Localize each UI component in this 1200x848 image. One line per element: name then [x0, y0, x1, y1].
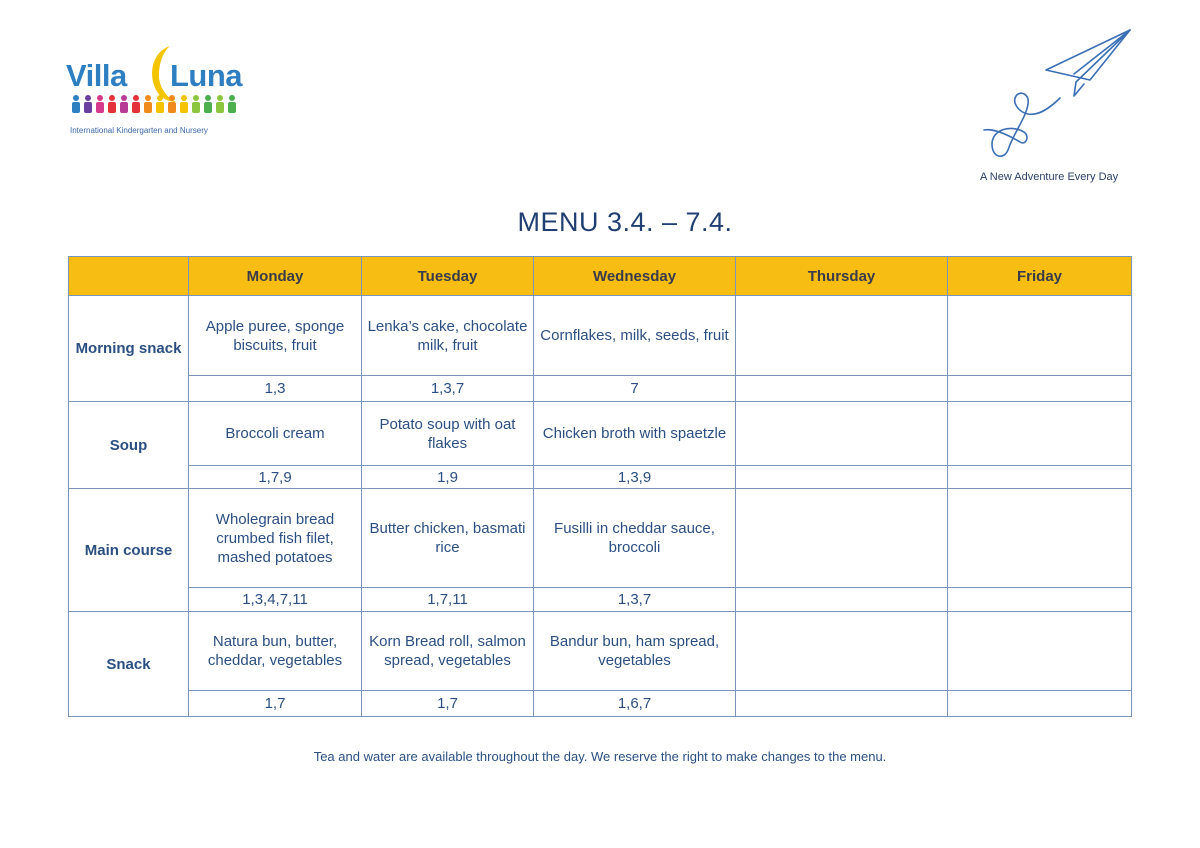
table-header-row: [69, 257, 1132, 296]
paper-plane-icon: [980, 26, 1134, 160]
meal-cell: [948, 489, 1132, 588]
table-row: [69, 612, 1132, 691]
allergen-cell: 1,3,7: [362, 376, 534, 402]
allergen-cell: 1,7: [189, 691, 362, 717]
allergen-cell: [736, 376, 948, 402]
header-day: Friday: [948, 257, 1132, 296]
header-day: Wednesday: [534, 257, 736, 296]
page-title: MENU 3.4. – 7.4.: [517, 207, 733, 237]
meal-cell: Natura bun, butter, cheddar, vegetables: [189, 612, 362, 691]
row-label: Soup: [69, 402, 189, 489]
allergen-cell: 1,7,11: [362, 588, 534, 612]
logo-word-luna: Luna: [170, 58, 243, 93]
allergen-cell: 1,9: [362, 466, 534, 489]
meal-cell: Fusilli in cheddar sauce, broccoli: [534, 489, 736, 588]
meal-cell: [736, 612, 948, 691]
row-label: Morning snack: [69, 296, 189, 402]
allergen-cell: [948, 466, 1132, 489]
allergen-row: [69, 691, 1132, 717]
tagline: A New Adventure Every Day: [980, 171, 1119, 183]
meal-cell: [736, 489, 948, 588]
meal-cell: Korn Bread roll, salmon spread, vegetables: [362, 612, 534, 691]
header-day: Tuesday: [362, 257, 534, 296]
allergen-cell: [736, 588, 948, 612]
header-corner-cell: [69, 257, 189, 296]
meal-cell: Bandur bun, ham spread, vegetables: [534, 612, 736, 691]
meal-cell: [736, 402, 948, 466]
allergen-cell: 1,7,9: [189, 466, 362, 489]
allergen-row: [69, 376, 1132, 402]
meal-cell: Potato soup with oat flakes: [362, 402, 534, 466]
header-day: Thursday: [736, 257, 948, 296]
meal-cell: [948, 296, 1132, 376]
menu-table: [68, 256, 1132, 717]
allergen-cell: 1,3,9: [534, 466, 736, 489]
allergen-cell: 1,7: [362, 691, 534, 717]
row-label: Main course: [69, 489, 189, 612]
logo-word-villa: Villa: [66, 58, 127, 93]
meal-cell: Butter chicken, basmati rice: [362, 489, 534, 588]
allergen-cell: 1,6,7: [534, 691, 736, 717]
meal-cell: Cornflakes, milk, seeds, fruit: [534, 296, 736, 376]
meal-cell: Apple puree, sponge biscuits, fruit: [189, 296, 362, 376]
allergen-cell: [948, 691, 1132, 717]
meal-cell: Lenka’s cake, chocolate milk, fruit: [362, 296, 534, 376]
header-day: Monday: [189, 257, 362, 296]
table-row: [69, 402, 1132, 466]
villa-luna-logo: [66, 44, 246, 140]
allergen-cell: [948, 376, 1132, 402]
meal-cell: Chicken broth with spaetzle: [534, 402, 736, 466]
allergen-cell: 1,3,4,7,11: [189, 588, 362, 612]
allergen-cell: [736, 691, 948, 717]
logo-subtitle: International Kindergarten and Nursery: [70, 126, 208, 135]
allergen-cell: [736, 466, 948, 489]
meal-cell: Wholegrain bread crumbed fish filet, mashed potatoes: [189, 489, 362, 588]
allergen-row: [69, 588, 1132, 612]
children-figures-icon: [70, 94, 238, 114]
meal-cell: Broccoli cream: [189, 402, 362, 466]
meal-cell: [736, 296, 948, 376]
meal-cell: [948, 612, 1132, 691]
table-row: [69, 296, 1132, 376]
allergen-cell: 7: [534, 376, 736, 402]
allergen-cell: 1,3,7: [534, 588, 736, 612]
allergen-cell: [948, 588, 1132, 612]
row-label: Snack: [69, 612, 189, 717]
allergen-row: [69, 466, 1132, 489]
footer-note: Tea and water are available throughout the day. We reserve the right to make changes to the menu.: [313, 749, 887, 764]
table-row: [69, 489, 1132, 588]
meal-cell: [948, 402, 1132, 466]
allergen-cell: 1,3: [189, 376, 362, 402]
